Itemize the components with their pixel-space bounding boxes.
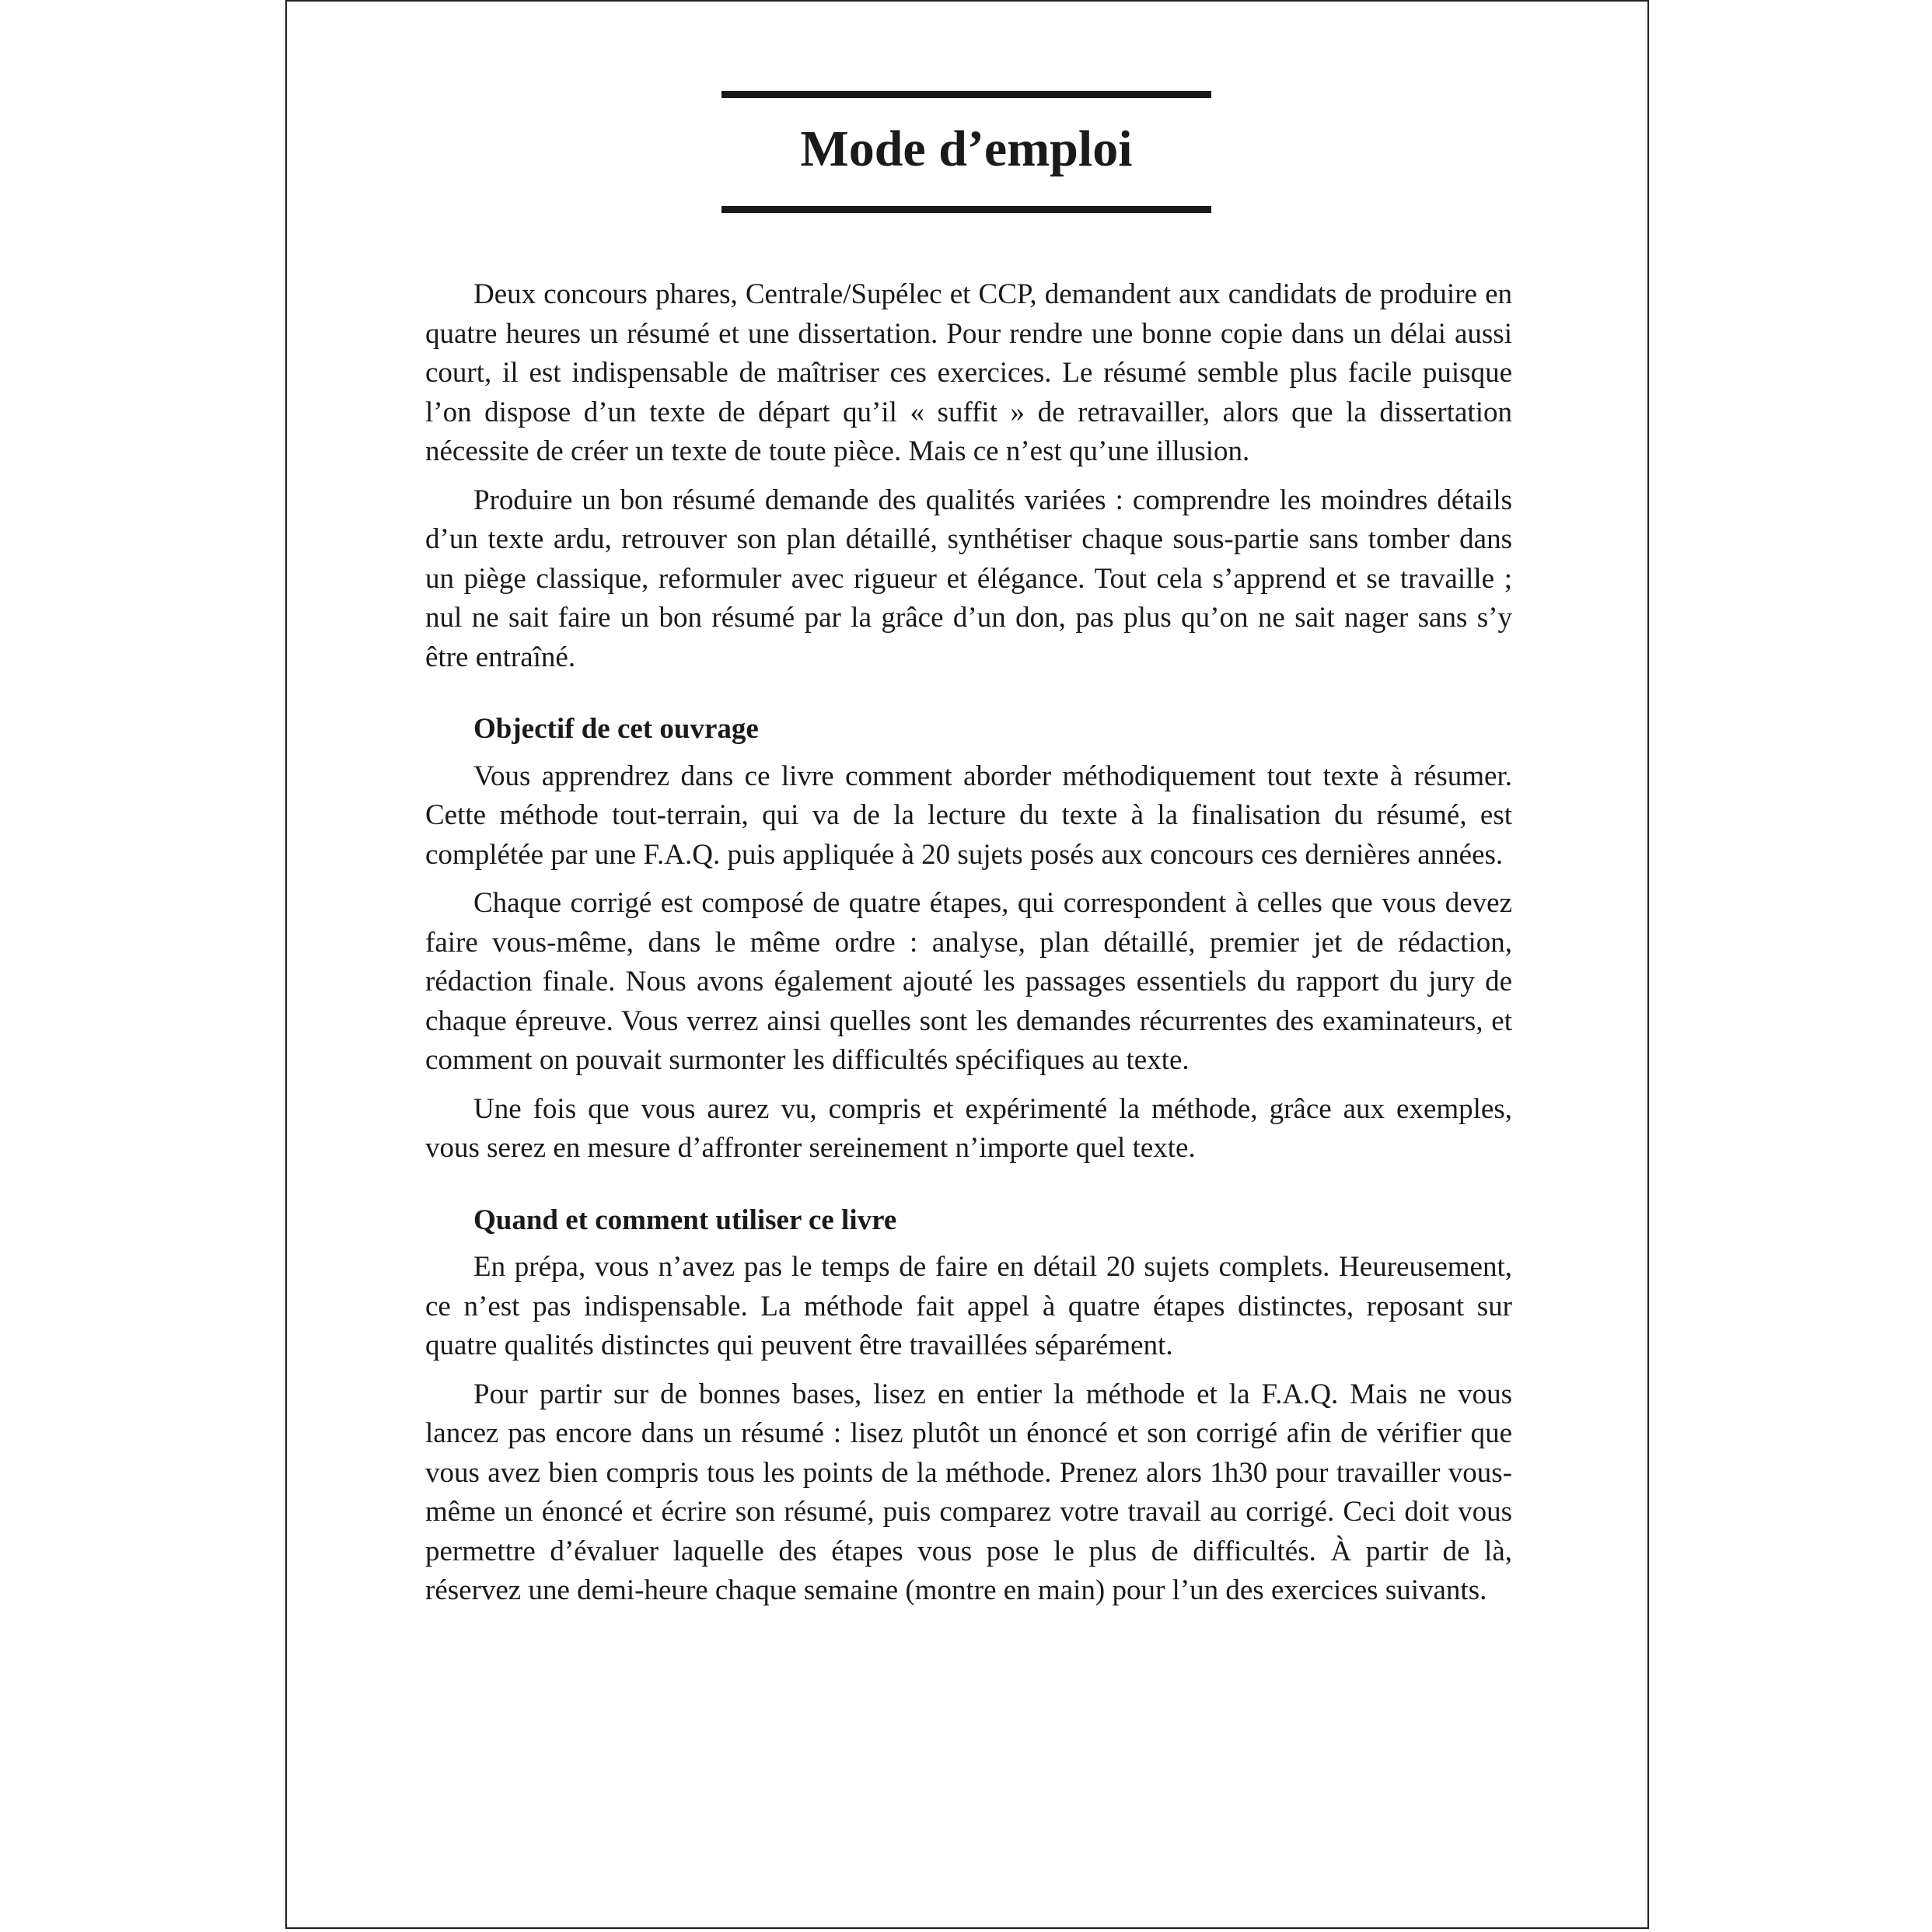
utilisation-paragraph-1: En prépa, vous n’avez pas le temps de faire en détail 20 sujets complets. Heureusement, ce n’est pas indispensable. La méthode fait appel à quatre étapes distinctes, reposant sur quatre qualités distinctes qui peuvent être travaillées séparément.	[425, 1251, 1512, 1361]
title-rule-top	[721, 91, 1211, 98]
intro-paragraph-2: Produire un bon résumé demande des qualités variées : comprendre les moindres détails d’un texte ardu, retrouver son plan détaillé, synthétiser chaque sous-partie sans tomber dans un piège classique, reformuler avec rigueur et élégance. Tout cela s’apprend et se travaille ; nul ne sait faire un bon résumé par la grâce d’un don, pas plus qu’on ne sait nager sans s’y être entraîné.	[425, 484, 1512, 673]
section-heading-utilisation: Quand et comment utiliser ce livre	[473, 1204, 897, 1236]
objectif-paragraph-1: Vous apprendrez dans ce livre comment aborder méthodiquement tout texte à résumer. Cette méthode tout-terrain, qui va de la lecture du texte à la finalisation du résumé, est complétée par une F.A.Q. puis appliquée à 20 sujets posés aux concours ces dernières années.	[425, 760, 1512, 871]
utilisation-paragraph-2: Pour partir sur de bonnes bases, lisez en entier la méthode et la F.A.Q. Mais ne vous lancez pas encore dans un résumé : lisez plutôt un énoncé et son corrigé afin de vérifier que vous avez bien compris tous les points de la méthode. Prenez alors 1h30 pour travailler vous-même un énoncé et écrire son résumé, puis comparez votre travail au corrigé. Ceci doit vous permettre d’évaluer laquelle des étapes vous pose le plus de difficultés. À partir de là, réservez une demi-heure chaque semaine (montre en main) pour l’un des exercices suivants.	[425, 1378, 1512, 1606]
intro-paragraph-1: Deux concours phares, Centrale/Supélec et CCP, demandent aux candidats de produire en quatre heures un résumé et une dissertation. Pour rendre une bonne copie dans un délai aussi court, il est indispensable de maîtriser ces exercices. Le résumé semble plus facile puisque l’on dispose d’un texte de départ qu’il « suffit » de retravailler, alors que la dissertation nécessite de créer un texte de toute pièce. Mais ce n’est qu’une illusion.	[425, 278, 1512, 467]
body-text	[425, 275, 1512, 1620]
page-title: Mode d’emploi	[800, 121, 1133, 177]
document-page	[285, 0, 1649, 1929]
title-rule-bottom	[721, 206, 1211, 213]
objectif-paragraph-2: Chaque corrigé est composé de quatre étapes, qui correspondent à celles que vous devez faire vous-même, dans le même ordre : analyse, plan détaillé, premier jet de rédaction, rédaction finale. Nous avons également ajouté les passages essentiels du rapport du jury de chaque épreuve. Vous verrez ainsi quelles sont les demandes récurrentes des examinateurs, et comment on pouvait surmonter les difficultés spécifiques au texte.	[425, 887, 1512, 1076]
objectif-paragraph-3: Une fois que vous aurez vu, compris et expérimenté la méthode, grâce aux exemples, vous serez en mesure d’affronter sereinement n’importe quel texte.	[425, 1092, 1512, 1164]
section-heading-objectif: Objectif de cet ouvrage	[473, 713, 759, 745]
